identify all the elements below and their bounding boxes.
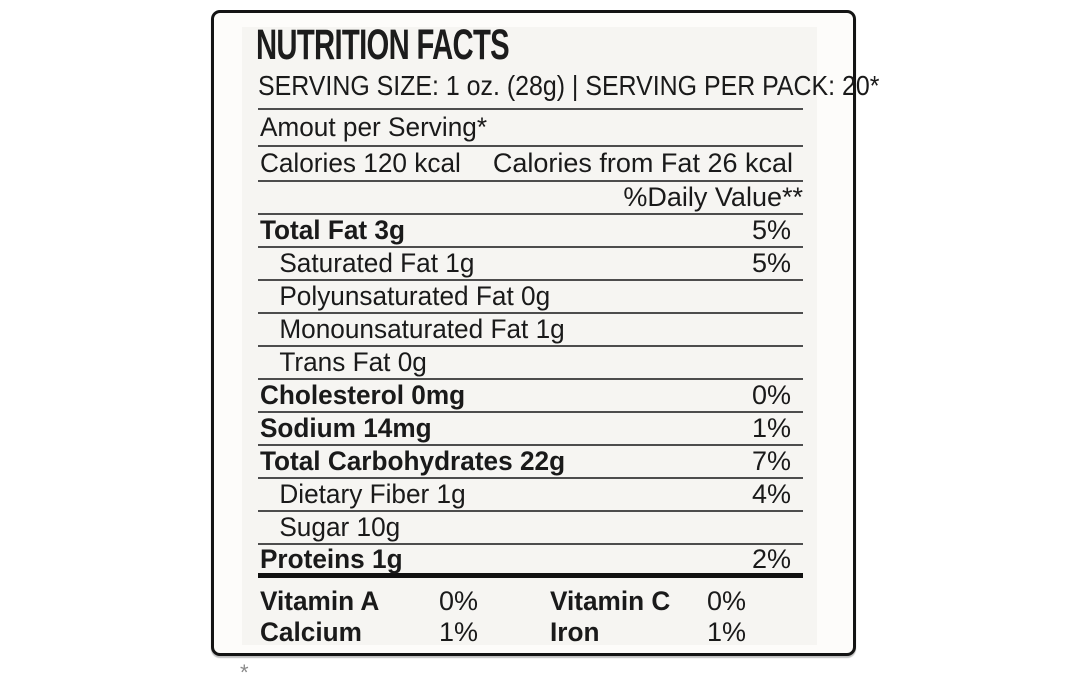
nutrient-daily-value: 1% [751, 413, 791, 443]
nutrient-name: Dietary Fiber 1g [279, 479, 466, 509]
nutrient-row-saturated-fat [258, 248, 803, 281]
nutrient-daily-value: 7% [751, 446, 791, 476]
micronutrient-row [258, 586, 803, 617]
micronutrient-value: 0% [438, 586, 478, 616]
nutrient-daily-value: 2% [751, 543, 791, 574]
nutrient-name: Total Fat 3g [259, 215, 405, 245]
nutrient-row-proteins [258, 545, 803, 578]
nutrient-name: Sodium 14mg [259, 413, 432, 443]
nutrition-label [211, 10, 880, 656]
amount-per-serving-label: Amout per Serving* [259, 112, 488, 142]
label-title: NUTRITION FACTS [256, 21, 509, 69]
nutrient-row-total-carbohydrates [258, 446, 803, 479]
nutrient-row-polyunsaturated-fat [258, 281, 803, 314]
micronutrient-row [258, 617, 803, 648]
nutrient-daily-value: 5% [751, 248, 791, 278]
nutrient-name: Polyunsaturated Fat 0g [279, 281, 551, 311]
micronutrients-section [258, 586, 803, 648]
micronutrient-name: Vitamin A [260, 586, 380, 616]
nutrition-table [258, 108, 803, 578]
calories-from-fat-value: Calories from Fat 26 kcal [492, 148, 793, 178]
nutrient-name: Cholesterol 0mg [259, 380, 466, 410]
nutrient-name: Trans Fat 0g [279, 347, 427, 377]
nutrient-name: Saturated Fat 1g [279, 248, 475, 278]
daily-value-header: %Daily Value** [623, 182, 803, 212]
nutrient-row-dietary-fiber [258, 479, 803, 512]
micronutrient-name: Vitamin C [550, 586, 671, 616]
nutrient-daily-value: 4% [751, 479, 791, 509]
nutrient-row-total-fat [258, 215, 803, 248]
nutrient-row-monounsaturated-fat [258, 314, 803, 347]
nutrient-row-sugar [258, 512, 803, 545]
micronutrient-value: 0% [706, 586, 746, 616]
micronutrient-name: Iron [550, 617, 600, 647]
footnote-asterisk: * [240, 660, 249, 685]
nutrient-daily-value: 0% [751, 380, 791, 410]
serving-size-line: SERVING SIZE: 1 oz. (28g) | SERVING PER PACK: 20* [258, 70, 880, 101]
nutrient-name: Proteins 1g [259, 543, 403, 574]
nutrient-name: Monounsaturated Fat 1g [279, 314, 565, 344]
nutrient-row-sodium [258, 413, 803, 446]
calories-row [258, 147, 803, 182]
daily-value-header-row [258, 182, 803, 215]
amount-per-serving-row [258, 110, 803, 147]
nutrient-name: Total Carbohydrates 22g [259, 446, 566, 476]
micronutrient-value: 1% [438, 617, 478, 647]
micronutrient-value: 1% [706, 617, 746, 647]
micronutrient-name: Calcium [260, 617, 362, 647]
nutrient-name: Sugar 10g [279, 512, 401, 542]
nutrient-row-cholesterol [258, 380, 803, 413]
nutrient-daily-value: 5% [751, 215, 791, 245]
calories-value: Calories 120 kcal [259, 148, 461, 178]
nutrient-row-trans-fat [258, 347, 803, 380]
